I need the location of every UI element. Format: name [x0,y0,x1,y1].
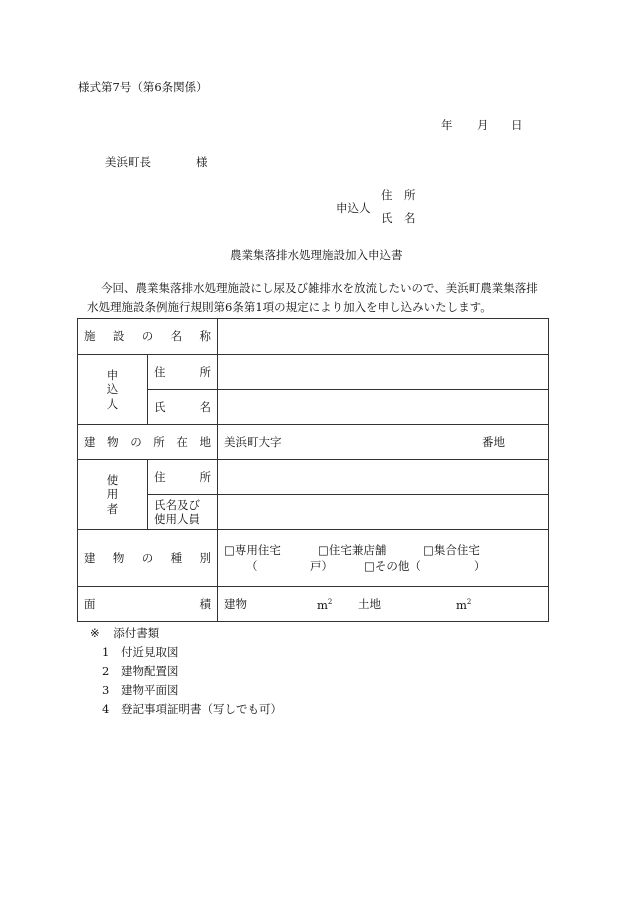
row-applicant-name [78,390,549,425]
applicant-label: 申込人 [336,201,371,215]
user-name-count-label: 氏名及び使用人員 [148,495,218,530]
application-form-table [77,318,549,622]
area-land-unit: $m^2$ [456,597,472,612]
addressee-title: 美浜町長 [105,155,151,169]
user-address-field[interactable] [218,460,549,495]
row-building-type [78,530,549,587]
area-building-unit: $m^2$ [317,597,333,612]
applicant-group-label: 申 込 人 [78,355,148,425]
row-user-address [78,460,549,495]
facility-name-label: 施 設 の 名 称 [78,319,218,355]
checkbox-apartment[interactable]: □集合住宅 [423,543,480,557]
attachments-title: 添付書類 [113,626,160,640]
building-location-field[interactable] [218,425,549,460]
units-close: 戸） [310,559,333,573]
body-line-1: 今回、農業集落排水処理施設にし尿及び雑排水を放流したいので、美浜町農業集落排 [101,281,538,295]
facility-name-field[interactable] [218,319,549,355]
applicant-name-label: 氏 名 [381,211,416,225]
building-location-label: 建 物 の 所 在 地 [78,425,218,460]
area-building-label: 建物 [224,597,247,611]
row-applicant-address [78,355,549,390]
checkbox-house-store[interactable]: □住宅兼店舗 [318,543,387,557]
row-user-name-count [78,495,549,530]
addressee-honorific: 様 [196,155,208,169]
applicant-address-cell-label: 住 所 [148,355,218,390]
body-line-2: 水処理施設条例施行規則第6条第1項の規定により加入を申し込みいたします。 [87,300,492,314]
date-day-label: 日 [511,118,523,132]
attachments-heading [90,628,159,640]
checkbox-private-house[interactable]: □専用住宅 [224,543,281,557]
user-address-cell-label: 住 所 [148,460,218,495]
location-suffix: 番地 [482,434,505,449]
row-area [78,587,549,622]
user-group-label: 使 用 者 [78,460,148,530]
applicant-address-field[interactable] [218,355,549,390]
applicant-name-cell-label: 氏 名 [148,390,218,425]
user-name-count-field[interactable] [218,495,549,530]
applicant-name-field[interactable] [218,390,549,425]
area-label: 面 積 [78,587,218,622]
date-year-label: 年 [441,118,453,132]
row-building-location [78,425,549,460]
row-facility-name [78,319,549,355]
attachment-item: 4 登記事項証明書（写しでも可） [102,702,282,716]
document-title: 農業集落排水処理施設加入申込書 [230,248,403,262]
location-prefix: 美浜町大字 [224,434,282,449]
other-close-paren: ） [474,559,486,573]
form-number: 様式第7号（第6条関係） [78,80,208,94]
area-field [218,587,549,622]
date-month-label: 月 [477,118,489,132]
checkbox-other[interactable]: □その他（ [364,559,421,573]
building-type-options [218,530,549,587]
attachment-item: 1 付近見取図 [102,645,179,659]
attachment-item: 2 建物配置図 [102,664,179,678]
note-mark: ※ [90,626,100,640]
area-land-label: 土地 [358,597,381,611]
building-type-label: 建 物 の 種 別 [78,530,218,587]
units-open-paren: （ [246,559,258,573]
applicant-address-label: 住 所 [381,188,416,202]
attachment-item: 3 建物平面図 [102,683,179,697]
